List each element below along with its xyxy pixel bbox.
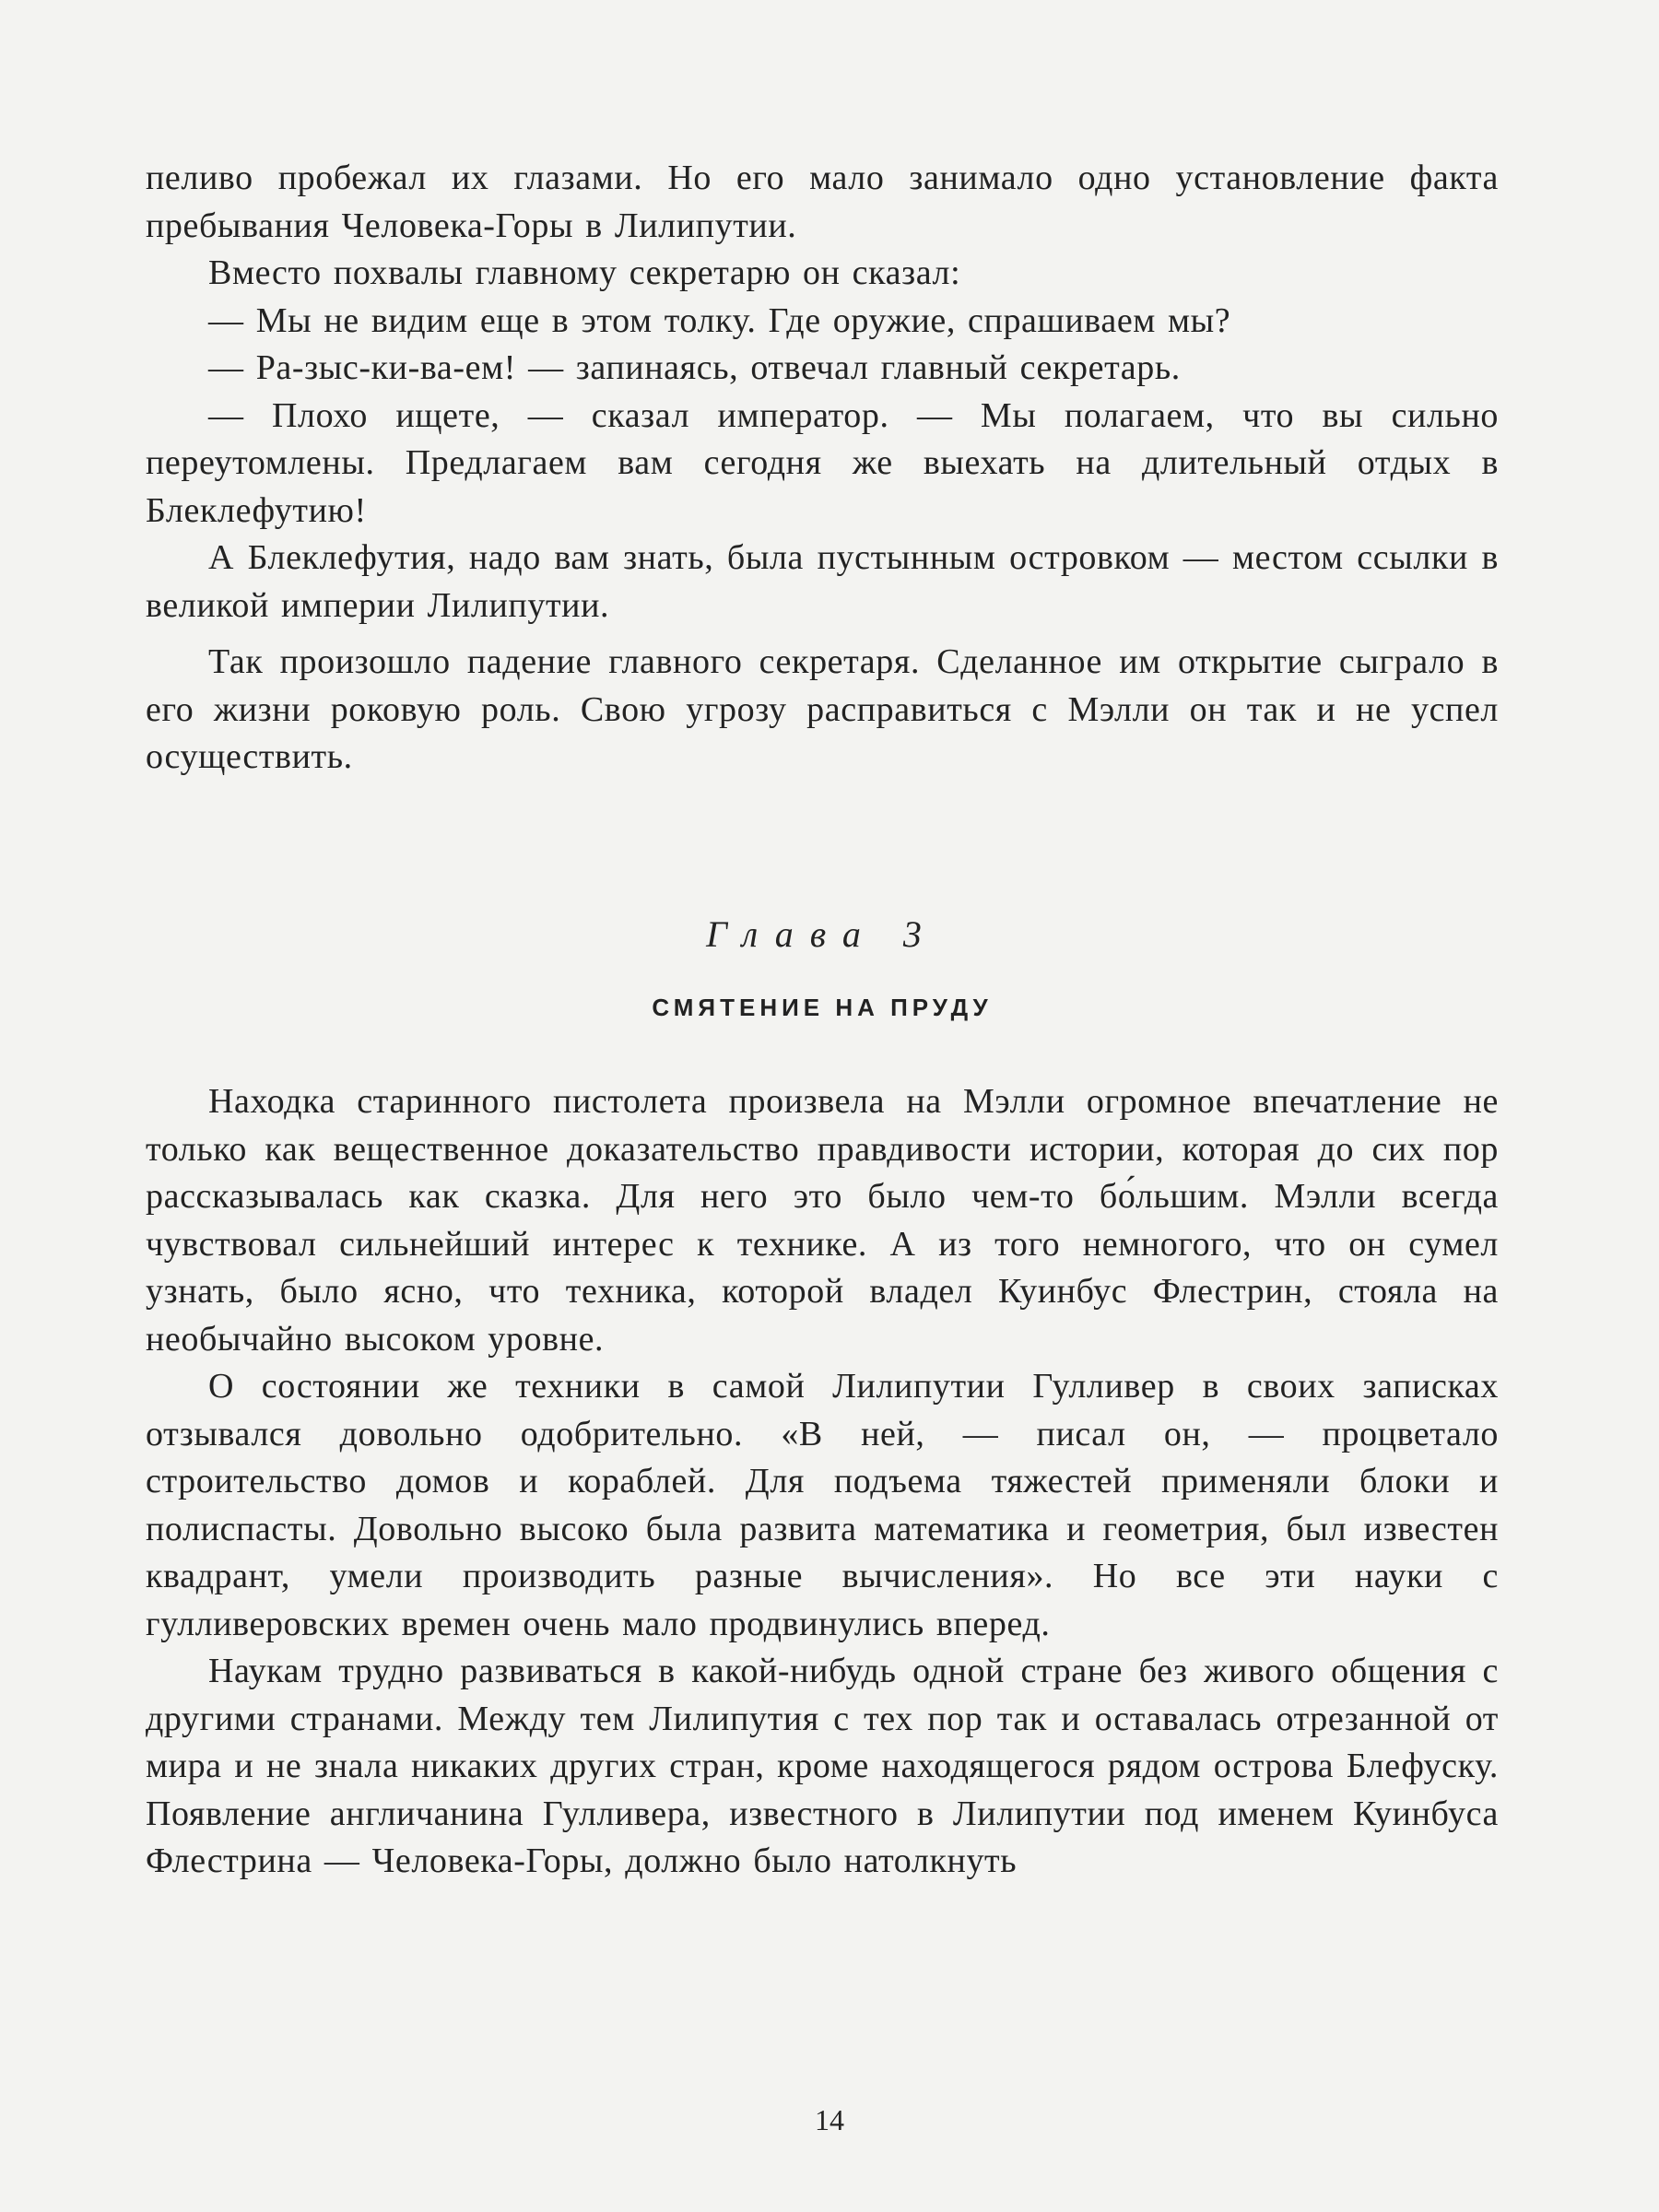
book-page [146,155,1499,1880]
chapter-heading: СМЯТЕНИЕ НА ПРУДУ [652,994,993,1021]
dialogue-line: — Ра-зыс-ки-ва-ем! — запинаясь, отвечал главный секретарь. [208,348,1181,387]
text-block-top [146,155,1499,782]
text-block-bottom [146,1078,1499,1886]
paragraph-continuation: пеливо пробежал их глазами. Но его мало занимало одно установление факта пребывания Человека-Горы в Лилипутии. [146,159,1499,245]
chapter-title: Глава 3 [706,913,938,955]
paragraph: А Блеклефутия, надо вам знать, была пустынным островком — местом ссылки в великой империи Лилипутии. [146,538,1499,625]
paragraph: Находка старинного пистолета произвела на Мэлли огромное впечатление не только как вещественное доказательство правдивости истории, которая до сих пор рассказывалась как сказка. Для него это было чем-то бо́льшим. Мэлли всегда чувствовал сильнейший интерес к технике. А из того немногого, что он сумел узнать, было ясно, что техника, которой владел Куинбус Флестрин, стояла на необычайно высоком уровне. [146,1082,1499,1359]
dialogue-line: — Мы не видим еще в этом толку. Где оружие, спрашиваем мы? [208,300,1231,340]
paragraph: Так произошло падение главного секретаря. Сделанное им открытие сыграло в его жизни роковую роль. Свою угрозу расправиться с Мэлли он так и не успел осуществить. [146,642,1499,776]
page-number: 14 [815,2103,844,2136]
paragraph: Вместо похвалы главному секретарю он сказал: [208,253,961,292]
paragraph: О состоянии же техники в самой Лилипутии Гулливер в своих записках отзывался довольно одобрительно. «В ней, — писал он, — процветало строительство домов и кораблей. Для подъема тяжестей применяли блоки и полиспасты. Довольно высоко была развита математика и геометрия, был известен квадрант, умели производить разные вычисления». Но все эти науки с гулливеровских времен очень мало продвинулись вперед. [146,1367,1499,1643]
paragraph: Наукам трудно развиваться в какой-нибудь одной стране без живого общения с другими странами. Между тем Лилипутия с тех пор так и оставалась отрезанной от мира и не знала никаких других стран, кроме находящегося рядом острова Блефуску. Появление англичанина Гулливера, известного в Лилипутии под именем Куинбуса Флестрина — Человека-Горы, должно было натолкнуть [146,1652,1499,1880]
dialogue-line: — Плохо ищете, — сказал император. — Мы полагаем, что вы сильно переутомлены. Предлагаем вам сегодня же выехать на длительный отдых в Блеклефутию! [146,395,1499,530]
